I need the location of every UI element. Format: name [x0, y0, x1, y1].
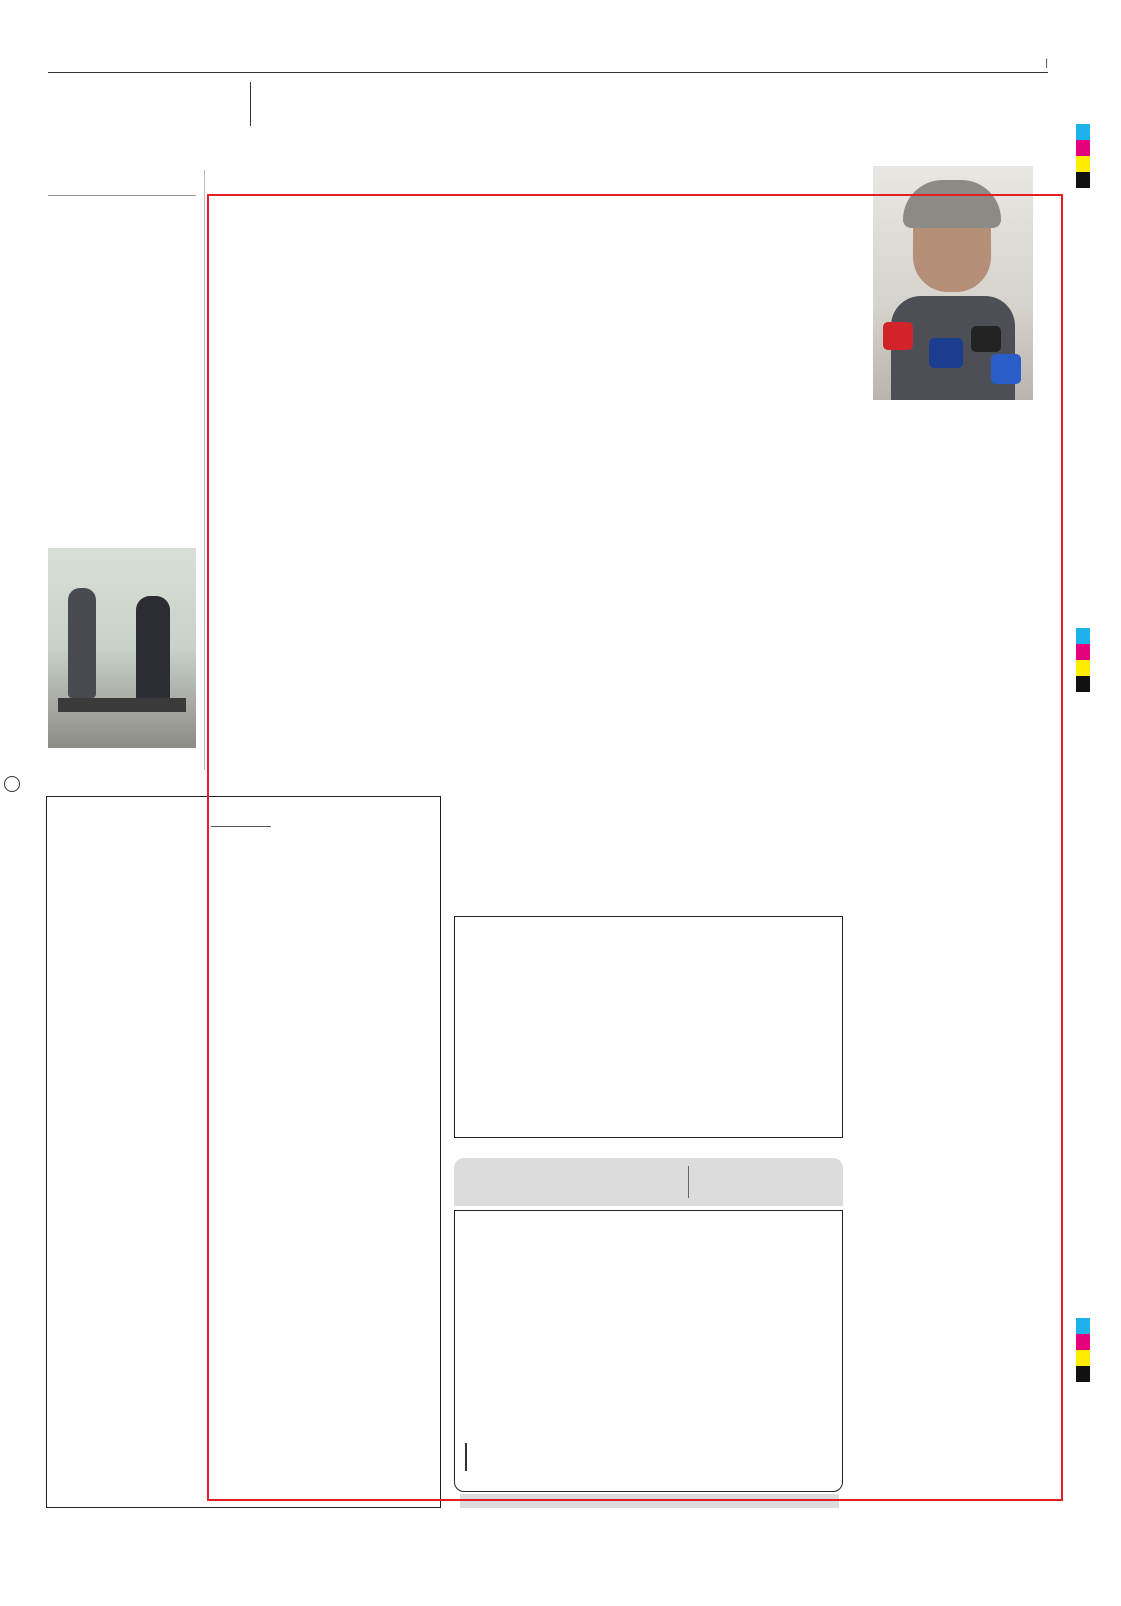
breves-rule: [48, 195, 196, 196]
section-divider: [250, 82, 251, 126]
table-shape: [58, 698, 186, 712]
registration-mark-icon: [4, 776, 20, 792]
highlight-frame: [207, 194, 1063, 1501]
header-rule: [48, 72, 1048, 73]
person-figure-icon: [136, 596, 170, 701]
color-bar-top: [1076, 124, 1090, 188]
column-rule: [204, 170, 205, 770]
color-bar-middle: [1076, 628, 1090, 692]
dateline: |: [1045, 58, 1048, 69]
breves-photo: [48, 548, 196, 748]
person-figure-icon: [68, 588, 96, 698]
color-bar-bottom: [1076, 1318, 1090, 1382]
